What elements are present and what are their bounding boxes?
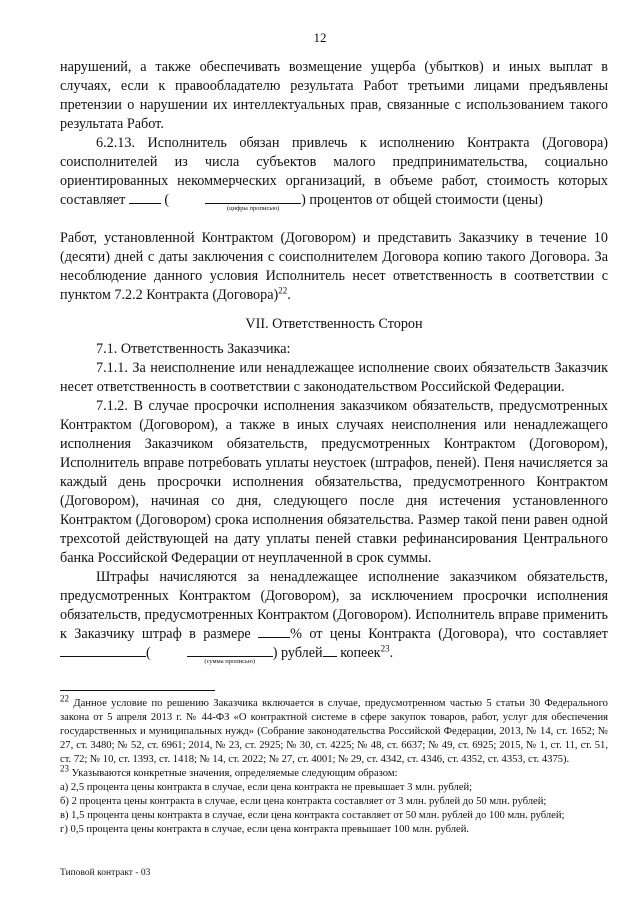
- blank-fine-words: [187, 644, 273, 657]
- blank-percent-words: [205, 191, 301, 204]
- fines-open-paren: (: [146, 645, 151, 661]
- clause-6-2-13-tail: ) процентов от общей стоимости (цены): [301, 192, 543, 208]
- hint-amount-in-words: (сумма прописью): [204, 658, 256, 665]
- paragraph-6-2-13: 6.2.13. Исполнитель обязан привлечь к исполнению Контракта (Договора) соисполнителей из числа субъектов малого предпринимательства, социально ориентированных некоммерческих организаций, в объеме работ, стоимость которых составляет ( (цифры прописью) ) процентов от общей стоимости (цены): [60, 135, 608, 212]
- footnote-23-text: Указываются конкретные значения, определяемые следующим образом:: [71, 768, 398, 779]
- footnote-22: [60, 693, 608, 767]
- footnote-ref-23[interactable]: 23: [380, 643, 390, 654]
- fines-kopecks: копеек: [340, 645, 381, 661]
- paragraph-6-2-13-cont: Работ, установленной Контрактом (Договором) и представить Заказчику в течение 10 (десяти) дней с даты заключения с соисполнителем Договора копию такого Договора. За несоблюдение данного условия Исполнитель несет ответственность в соответствии с пунктом 7.2.2 Контракта (Договора)$^{22}$.: [60, 230, 608, 303]
- page-footer: Типовой контракт - 03: [60, 868, 151, 878]
- section-title: VII. Ответственность Сторон: [245, 316, 423, 332]
- footnote-23-item-b: б) 2 процента цены контракта в случае, если цена контракта составляет от 3 млн. рублей до 50 млн. рублей;: [60, 796, 547, 807]
- paragraph-fines: [60, 568, 608, 663]
- footnote-23-item-d: г) 0,5 процента цены контракта в случае, если цена контракта превышает 100 млн. рублей.: [60, 824, 470, 835]
- fines-end: .: [389, 645, 394, 661]
- clause-6-2-13-text: 6.2.13. Исполнитель обязан привлечь к исполнению Контракта (Договора) соисполнителей из числа субъектов малого предпринимательства, социально ориентированных некоммерческих организаций, в объеме работ, стоимость которых составляет: [60, 135, 608, 208]
- clause-6-2-13-cont-text: Работ, установленной Контрактом (Договором) и представить Заказчику в течение 10 (десяти) дней с даты заключения с соисполнителем Договора копию такого Договора. За несоблюдение данного условия Исполнитель несет ответственность в соответствии с пунктом 7.2.2 Контракта (Договора): [60, 230, 608, 303]
- footnote-23-mark: 23: [60, 763, 69, 774]
- document-body: [60, 58, 608, 663]
- blank-percent-digits: [129, 191, 161, 204]
- paragraph-7-1-2: 7.1.2. В случае просрочки исполнения заказчиком обязательств, предусмотренных Контрактом (Договором), а также в иных случаях неисполнения или ненадлежащего исполнения Заказчиком обязательств, предусмотренных Контрактом (Договором), Исполнитель вправе потребовать уплаты неустоек (штрафов, пеней). Пеня начисляется за каждый день просрочки исполнения обязательства, предусмотренного Контрактом (Договором), начиная со дня, следующего после дня истечения установленного Контрактом (Договором) срока исполнения обязательства. Размер такой пени равен одной трехсотой действующей на дату уплаты пеней ставки рефинансирования Центрального банка Российской Федерации от неуплаченной в срок суммы.: [60, 398, 608, 566]
- hint-digits-in-words: (цифры прописью): [226, 205, 280, 212]
- paragraph-7-1-1: 7.1.1. За неисполнение или ненадлежащее исполнение своих обязательств Заказчик несет ответственность в соответствии с законодательством Российской Федерации.: [60, 360, 608, 395]
- blank-percent-words-wrap: [169, 191, 301, 210]
- footnote-23-item-a: а) 2,5 процента цены контракта в случае, если цена контракта не превышает 3 млн. рублей;: [60, 782, 473, 793]
- fines-text-2: % от цены Контракта (Договора), что составляет: [290, 626, 609, 642]
- paragraph-continuation: нарушений, а также обеспечивать возмещение ущерба (убытков) и иных выплат в случаях, если к правообладателю результата Работ третьими лицами предъявлены претензии о нарушении их интеллектуальных прав, связанные с использованием такого результата Работ.: [60, 59, 608, 132]
- blank-fine-amount: [60, 644, 146, 657]
- paragraph-7-1: 7.1. Ответственность Заказчика:: [96, 341, 291, 357]
- blank-kopecks: [323, 644, 337, 657]
- footnote-23-item-c: в) 1,5 процента цены контракта в случае, если цена контракта составляет от 50 млн. рублей до 100 млн. рублей;: [60, 810, 565, 821]
- page-number: 12: [313, 30, 327, 45]
- fines-rubles: ) рублей: [272, 645, 323, 661]
- fines-text: Штрафы начисляются за ненадлежащее исполнение заказчиком обязательств, предусмотренных Контрактом (Договором), за исключением просрочки исполнения обязательств, предусмотренных Контрактом (Договором). Исполнитель вправе применить к Заказчику штраф в размере: [60, 569, 608, 642]
- footnote-22-mark: 22: [60, 693, 69, 704]
- footnote-separator: [60, 690, 215, 691]
- footnote-ref-22[interactable]: 22: [278, 285, 288, 296]
- blank-fine-percent: [258, 625, 290, 638]
- footnote-23: [60, 763, 608, 781]
- footnote-22-text: Данное условие по решению Заказчика включается в случае, предусмотренном частью 5 статьи 30 Федерального закона от 5 апреля 2013 г. № 44-ФЗ «О контрактной системе в сфере закупок товаров, работ, услуг для обеспечения государственных и муниципальных нужд» (Собрание законодательства Российской Федерации, 2013, № 14, ст. 1652; № 27, ст. 3480; № 52, ст. 6961; 2014, № 23, ст. 2925; № 30, ст. 4225; № 48, ст. 6637; № 49, ст. 6925; 2015, № 1, ст. 11, ст. 51, ст. 72; № 10, ст. 1393, ст. 1418; № 14, ст. 2022; № 27, ст. 4001; № 29, ст. 4342, ст. 4346, ст. 4352, ст. 4353, ст. 4375).: [60, 698, 608, 765]
- blank-fine-words-wrap: [151, 644, 273, 663]
- footnotes: [60, 693, 608, 837]
